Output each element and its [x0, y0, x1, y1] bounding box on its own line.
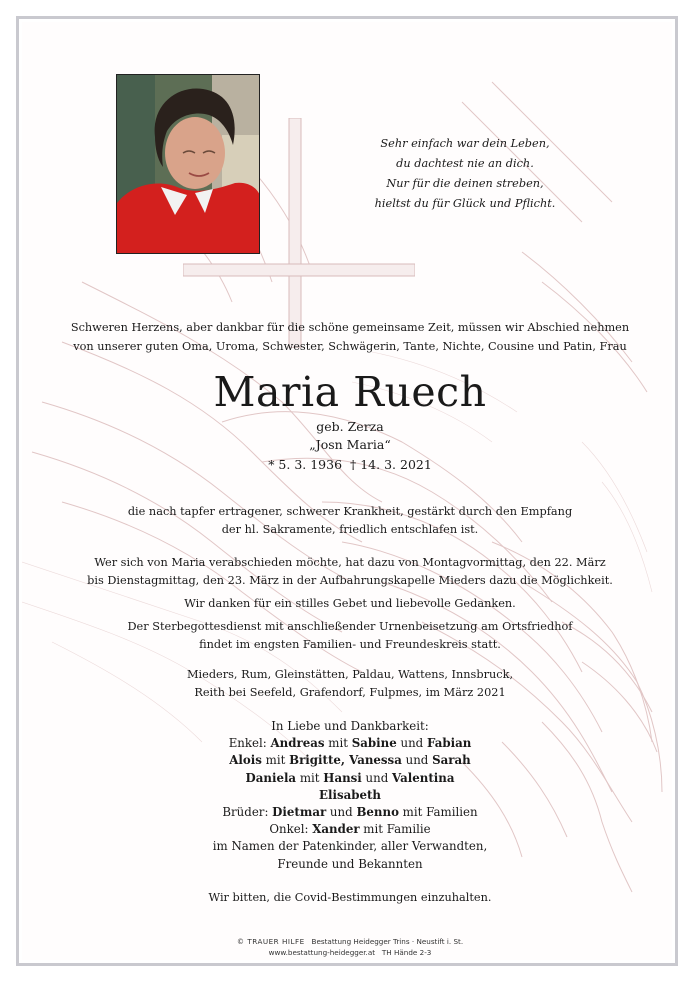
footer-line — [200, 936, 500, 947]
poem-line: du dachtest nie an dich. — [396, 157, 534, 170]
life-dates — [150, 456, 550, 474]
text-line: die nach tapfer ertragener, schwerer Krankheit, gestärkt durch den Empfang — [127, 505, 573, 518]
template-ref: TH Hände 2-3 — [381, 948, 432, 957]
family-line: Freunde und Bekannten — [277, 856, 423, 871]
birth-name: geb. Zerza — [316, 419, 384, 434]
places-text — [60, 666, 640, 701]
intro-text — [40, 318, 660, 356]
family-line-brothers: Brüder: Dietmar und Benno mit Familien — [222, 805, 478, 820]
thanks-text — [60, 595, 640, 613]
deceased-name: Maria Ruech — [213, 368, 487, 416]
family-line-grandchildren: Enkel: Andreas mit Sabine und Fabian — [228, 736, 472, 751]
poem-line: Sehr einfach war dein Leben, — [380, 137, 550, 150]
text-line: der hl. Sakramente, friedlich entschlafen ist. — [221, 522, 479, 536]
text-line: findet im engsten Familien- und Freundeskreis statt. — [199, 637, 501, 651]
cross-symbol: † — [350, 457, 357, 472]
nickname: „Josn Maria“ — [309, 437, 391, 452]
footer — [200, 936, 500, 958]
family-line: Alois mit Brigitte, Vanessa und Sarah — [229, 753, 471, 768]
family-line: Daniela mit Hansi und Valentina — [245, 770, 455, 785]
poem-line: Nur für die deinen streben, — [386, 177, 544, 190]
family-list — [120, 718, 580, 873]
portrait-photo — [116, 74, 260, 254]
text-line: Reith bei Seefeld, Grafendorf, Fulpmes, im März 2021 — [194, 685, 506, 699]
birth-date: 5. 3. 1936 — [278, 457, 343, 472]
intro-line: Schweren Herzens, aber dankbar für die schöne gemeinsame Zeit, müssen wir Abschied nehmen — [70, 321, 630, 334]
covid-note — [60, 889, 640, 907]
text-line: Mieders, Rum, Gleinstätten, Paldau, Wattens, Innsbruck, — [186, 668, 514, 681]
footer-line — [200, 947, 500, 958]
family-line: Elisabeth — [318, 787, 382, 802]
text-line: Der Sterbegottesdienst mit anschließender Urnenbeisetzung am Ortsfriedhof — [127, 620, 573, 633]
poem — [340, 134, 590, 214]
poem-line: hieltst du für Glück und Pflicht. — [374, 197, 556, 210]
company-name: Bestattung Heidegger Trins · Neustift i. St. — [311, 937, 464, 946]
death-date: 14. 3. 2021 — [360, 457, 432, 472]
brand-logo: © TRAUER HILFE — [236, 937, 305, 946]
intro-line: von unserer guten Oma, Uroma, Schwester, Schwägerin, Tante, Nichte, Cousine und Patin, Frau — [73, 340, 627, 353]
born-symbol: * — [268, 457, 275, 472]
family-line: im Namen der Patenkinder, aller Verwandten, — [212, 839, 488, 854]
text-line: Wer sich von Maria verabschieden möchte, hat dazu von Montagvormittag, den 22. März — [94, 556, 606, 569]
website-link[interactable]: www.bestattung-heidegger.at — [268, 948, 376, 957]
text-line: Wir danken für ein stilles Gebet und liebevolle Gedanken. — [184, 597, 516, 610]
service-text — [60, 618, 640, 653]
family-line-uncle: Onkel: Xander mit Familie — [269, 822, 431, 837]
passing-text — [60, 503, 640, 538]
visitation-text — [60, 554, 640, 589]
text-line: bis Dienstagmittag, den 23. März in der Aufbahrungskapelle Mieders dazu die Möglichkeit. — [87, 573, 613, 587]
family-heading: In Liebe und Dankbarkeit: — [271, 719, 429, 733]
text-line: Wir bitten, die Covid-Bestimmungen einzuhalten. — [208, 891, 492, 904]
